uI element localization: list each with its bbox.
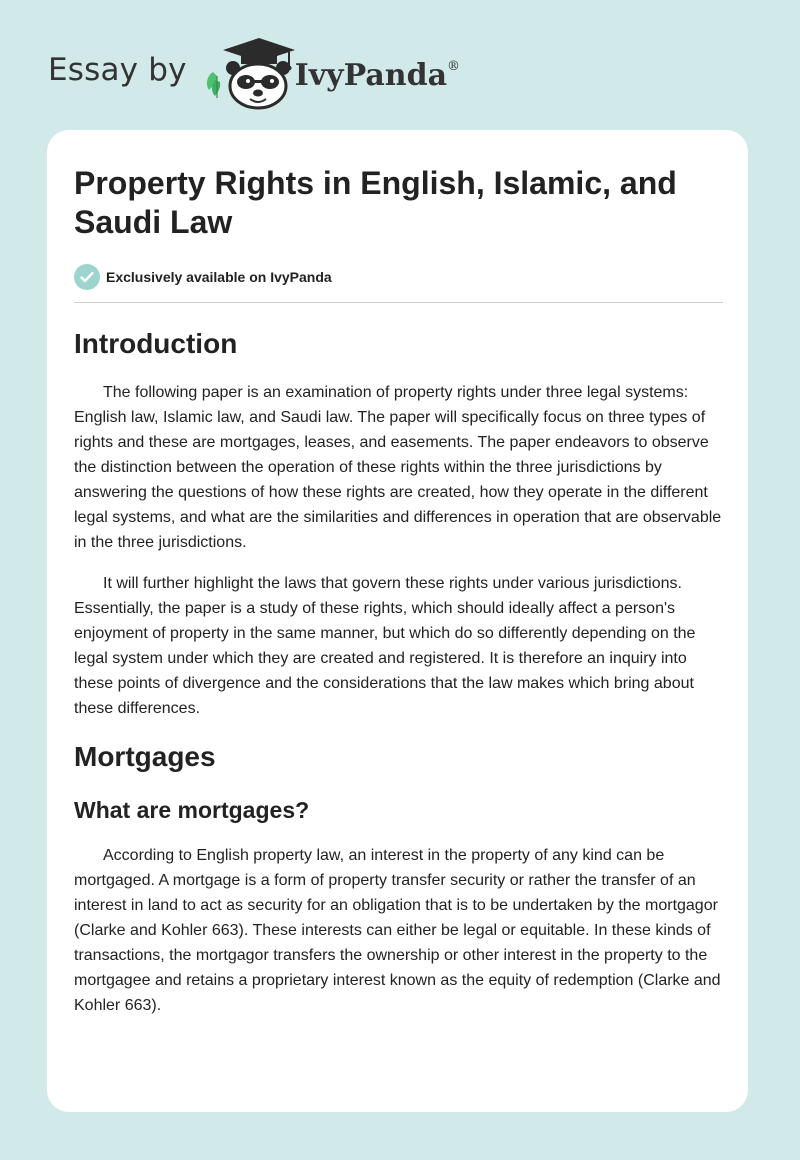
brand-name[interactable]: IvyPanda® xyxy=(294,57,461,93)
ivy-leaf-icon xyxy=(207,72,220,98)
site-header xyxy=(48,36,460,110)
article-body xyxy=(74,326,726,1018)
paragraph-mortgages-1: According to English property law, an interest in the property of any kind can be mortgaged. A mortgage is a form of property transfer security or rather the transfer of an interest in land to act as security for an obligation that is to be undertaken by the mortgagor (Clarke and Kohler 663). These interests can either be legal or equitable. In these kinds of transactions, the mortgagor transfers the ownership or other interest in the property to the mortgagee and retains a proprietary interest known as the equity of redemption (Clarke and Kohler 663). xyxy=(74,847,721,1014)
registered-mark: ® xyxy=(447,58,461,74)
exclusive-badge xyxy=(74,264,332,290)
heading-mortgages: Mortgages xyxy=(74,741,216,772)
subheading-what-are-mortgages: What are mortgages? xyxy=(74,797,310,823)
article-card xyxy=(47,130,748,1112)
essay-by-label: Essay by xyxy=(48,52,187,88)
check-circle-icon xyxy=(74,264,100,290)
exclusive-label: Exclusively available on IvyPanda xyxy=(106,269,332,285)
article-title: Property Rights in English, Islamic, and Saudi Law xyxy=(74,165,677,240)
heading-introduction: Introduction xyxy=(74,328,238,359)
panda-logo-icon[interactable] xyxy=(203,36,295,110)
title-divider xyxy=(74,302,723,303)
paragraph-intro-2: It will further highlight the laws that govern these rights under various jurisdictions. Essentially, the paper is a study of these rights, which should ideally affect a person's enjoyment of property in the same manner, but which do so differently depending on the legal system under which they are created and registered. It is therefore an inquiry into these points of divergence and the considerations that the law makes which bring about these differences. xyxy=(74,575,696,717)
paragraph-intro-1: The following paper is an examination of property rights under three legal systems: English law, Islamic law, and Saudi law. The paper will specifically focus on three types of rights and these are mortgages, leases, and easements. The paper endeavors to observe the distinction between the operation of these rights within the three jurisdictions by answering the questions of how these rights are created, how they operate in the different legal systems, and what are the similarities and differences in operation that are observable in the three jurisdictions. xyxy=(74,384,722,551)
